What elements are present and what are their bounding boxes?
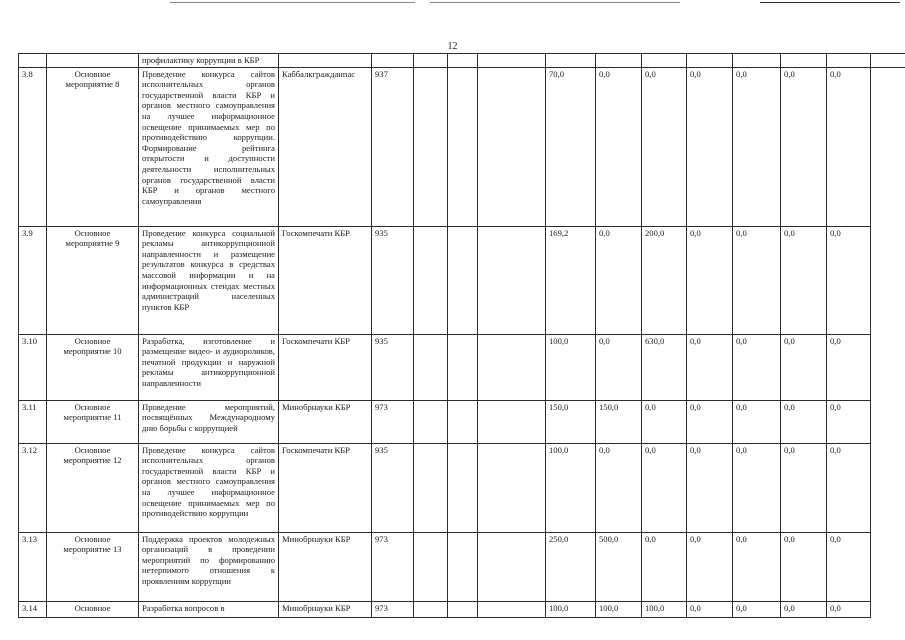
funding-value-cell: 250,0 xyxy=(546,532,596,601)
cell-empty xyxy=(414,226,448,334)
cell-empty xyxy=(414,601,448,617)
activity-number-cell: 3.12 xyxy=(19,443,47,532)
budget-code-cell: 935 xyxy=(372,443,414,532)
top-edge-line xyxy=(760,2,900,3)
cell-empty xyxy=(546,54,596,68)
cell-empty xyxy=(414,334,448,400)
funding-value-cell: 0,0 xyxy=(642,532,687,601)
cell-empty xyxy=(279,54,372,68)
funding-value-cell: 100,0 xyxy=(546,334,596,400)
activity-type-cell: Основное мероприятие 10 xyxy=(47,334,139,400)
cell-empty xyxy=(827,54,871,68)
activity-description-cell: Разработка вопросов в xyxy=(139,601,279,617)
activity-type-cell: Основное мероприятие 8 xyxy=(47,67,139,226)
funding-value-cell: 0,0 xyxy=(596,226,642,334)
cell-empty xyxy=(596,54,642,68)
funding-value-cell: 0,0 xyxy=(827,226,871,334)
cell-empty xyxy=(781,54,827,68)
executor-cell: Госкомпечати КБР xyxy=(279,334,372,400)
cell-empty xyxy=(478,226,546,334)
cell-empty xyxy=(448,400,478,443)
cell-empty xyxy=(478,54,546,68)
activity-number-cell: 3.8 xyxy=(19,67,47,226)
activity-type-cell: Основное мероприятие 9 xyxy=(47,226,139,334)
funding-value-cell: 0,0 xyxy=(827,601,871,617)
activity-type-cell: Основное мероприятие 12 xyxy=(47,443,139,532)
activity-number-cell: 3.9 xyxy=(19,226,47,334)
budget-code-cell: 937 xyxy=(372,67,414,226)
funding-value-cell: 0,0 xyxy=(827,400,871,443)
cell-empty xyxy=(414,400,448,443)
table-row-continuation xyxy=(19,54,905,68)
cell-empty xyxy=(414,54,448,68)
budget-code-cell: 935 xyxy=(372,226,414,334)
funding-value-cell: 0,0 xyxy=(781,532,827,601)
table-row xyxy=(19,400,905,443)
funding-value-cell: 0,0 xyxy=(733,400,781,443)
budget-code-cell: 973 xyxy=(372,400,414,443)
activity-description-cell: Проведение мероприятий, посвящённых Международному дню борьбы с коррупцией xyxy=(139,400,279,443)
activity-number-cell: 3.11 xyxy=(19,400,47,443)
funding-value-cell: 0,0 xyxy=(733,532,781,601)
cell-empty xyxy=(478,334,546,400)
funding-value-cell: 70,0 xyxy=(546,67,596,226)
cell-empty xyxy=(871,54,905,68)
funding-value-cell: 0,0 xyxy=(733,67,781,226)
funding-value-cell: 0,0 xyxy=(733,334,781,400)
funding-value-cell: 150,0 xyxy=(596,400,642,443)
executor-cell: Минобрнауки КБР xyxy=(279,601,372,617)
cell-empty xyxy=(478,443,546,532)
cell-empty xyxy=(478,67,546,226)
table-row xyxy=(19,334,905,400)
budget-code-cell: 935 xyxy=(372,334,414,400)
activity-type-cell: Основное мероприятие 11 xyxy=(47,400,139,443)
funding-value-cell: 0,0 xyxy=(827,67,871,226)
table-row xyxy=(19,67,905,226)
cell-empty xyxy=(414,443,448,532)
activity-number-cell: 3.13 xyxy=(19,532,47,601)
cell-empty xyxy=(642,54,687,68)
funding-value-cell: 169,2 xyxy=(546,226,596,334)
cell-empty xyxy=(733,54,781,68)
cell-empty xyxy=(448,334,478,400)
funding-value-cell: 0,0 xyxy=(596,67,642,226)
funding-value-cell: 0,0 xyxy=(827,443,871,532)
cell-empty xyxy=(478,532,546,601)
continuation-description: профилактику коррупции в КБР xyxy=(139,54,279,68)
funding-value-cell: 0,0 xyxy=(733,601,781,617)
funding-value-cell: 0,0 xyxy=(781,601,827,617)
cell-empty xyxy=(19,54,47,68)
funding-value-cell: 0,0 xyxy=(827,532,871,601)
funding-value-cell: 150,0 xyxy=(546,400,596,443)
activity-type-cell: Основное xyxy=(47,601,139,617)
top-edge-line xyxy=(170,2,415,3)
program-activities-table xyxy=(18,53,905,618)
funding-value-cell: 500,0 xyxy=(596,532,642,601)
funding-value-cell: 0,0 xyxy=(687,601,733,617)
funding-value-cell: 0,0 xyxy=(642,400,687,443)
activity-type-cell: Основное мероприятие 13 xyxy=(47,532,139,601)
funding-value-cell: 0,0 xyxy=(642,67,687,226)
funding-value-cell: 0,0 xyxy=(781,334,827,400)
funding-value-cell: 0,0 xyxy=(687,443,733,532)
funding-value-cell: 0,0 xyxy=(733,443,781,532)
cell-empty xyxy=(448,532,478,601)
budget-code-cell: 973 xyxy=(372,601,414,617)
funding-value-cell: 0,0 xyxy=(596,334,642,400)
funding-value-cell: 100,0 xyxy=(546,601,596,617)
table-row xyxy=(19,443,905,532)
budget-code-cell: 973 xyxy=(372,532,414,601)
top-edge-line xyxy=(430,2,680,3)
funding-value-cell: 0,0 xyxy=(827,334,871,400)
cell-empty xyxy=(47,54,139,68)
funding-value-cell: 630,0 xyxy=(642,334,687,400)
cell-empty xyxy=(414,532,448,601)
cell-empty xyxy=(478,400,546,443)
activity-description-cell: Проведение конкурса сайтов исполнительных органов государственной власти КБР и органов местного самоуправления на лучшее информационное освещение принимаемых мер по противодействию коррупции xyxy=(139,443,279,532)
activity-number-cell: 3.10 xyxy=(19,334,47,400)
activity-description-cell: Проведение конкурса сайтов исполнительных органов государственной власти КБР и органов местного самоуправления на лучшее информационное освещение принимаемых мер по противодействию коррупции. Формирование рейтинга открытости и доступности деятельности исполнительных органов государственной власти КБР и органов местного самоуправления xyxy=(139,67,279,226)
executor-cell: Минобрнауки КБР xyxy=(279,532,372,601)
funding-value-cell: 0,0 xyxy=(596,443,642,532)
executor-cell: Госкомпечати КБР xyxy=(279,226,372,334)
cell-empty xyxy=(448,601,478,617)
funding-value-cell: 200,0 xyxy=(642,226,687,334)
cell-empty xyxy=(448,54,478,68)
funding-value-cell: 0,0 xyxy=(733,226,781,334)
funding-value-cell: 100,0 xyxy=(546,443,596,532)
funding-value-cell: 0,0 xyxy=(687,67,733,226)
cell-empty xyxy=(448,67,478,226)
cell-empty xyxy=(448,226,478,334)
funding-value-cell: 0,0 xyxy=(781,67,827,226)
executor-cell: Госкомпечати КБР xyxy=(279,443,372,532)
funding-value-cell: 0,0 xyxy=(781,443,827,532)
funding-value-cell: 0,0 xyxy=(687,226,733,334)
activity-description-cell: Проведение конкурса социальной рекламы антикоррупционной направленности и размещение результатов конкурса в средствах массовой информации и на информационных стендах местных администраций населенных пунктов КБР xyxy=(139,226,279,334)
funding-value-cell: 0,0 xyxy=(781,400,827,443)
executor-cell: Каббалкгражданпас xyxy=(279,67,372,226)
table-row xyxy=(19,226,905,334)
funding-value-cell: 0,0 xyxy=(642,443,687,532)
cell-empty xyxy=(687,54,733,68)
activity-number-cell: 3.14 xyxy=(19,601,47,617)
funding-value-cell: 0,0 xyxy=(781,226,827,334)
funding-value-cell: 0,0 xyxy=(687,400,733,443)
activity-description-cell: Поддержка проектов молодежных организаций в проведении мероприятий по формированию нетерпимого отношения к проявлениям коррупции xyxy=(139,532,279,601)
funding-value-cell: 0,0 xyxy=(687,334,733,400)
cell-empty xyxy=(478,601,546,617)
cell-empty xyxy=(372,54,414,68)
activity-description-cell: Разработка, изготовление и размещение видео- и аудиороликов, печатной продукции и наружной рекламы антикоррупционной направленности xyxy=(139,334,279,400)
funding-value-cell: 0,0 xyxy=(687,532,733,601)
page-number: 12 xyxy=(447,41,458,52)
cell-empty xyxy=(448,443,478,532)
table-row xyxy=(19,601,905,617)
funding-value-cell: 100,0 xyxy=(596,601,642,617)
funding-value-cell: 100,0 xyxy=(642,601,687,617)
table-row xyxy=(19,532,905,601)
cell-empty xyxy=(414,67,448,226)
executor-cell: Минобрнауки КБР xyxy=(279,400,372,443)
